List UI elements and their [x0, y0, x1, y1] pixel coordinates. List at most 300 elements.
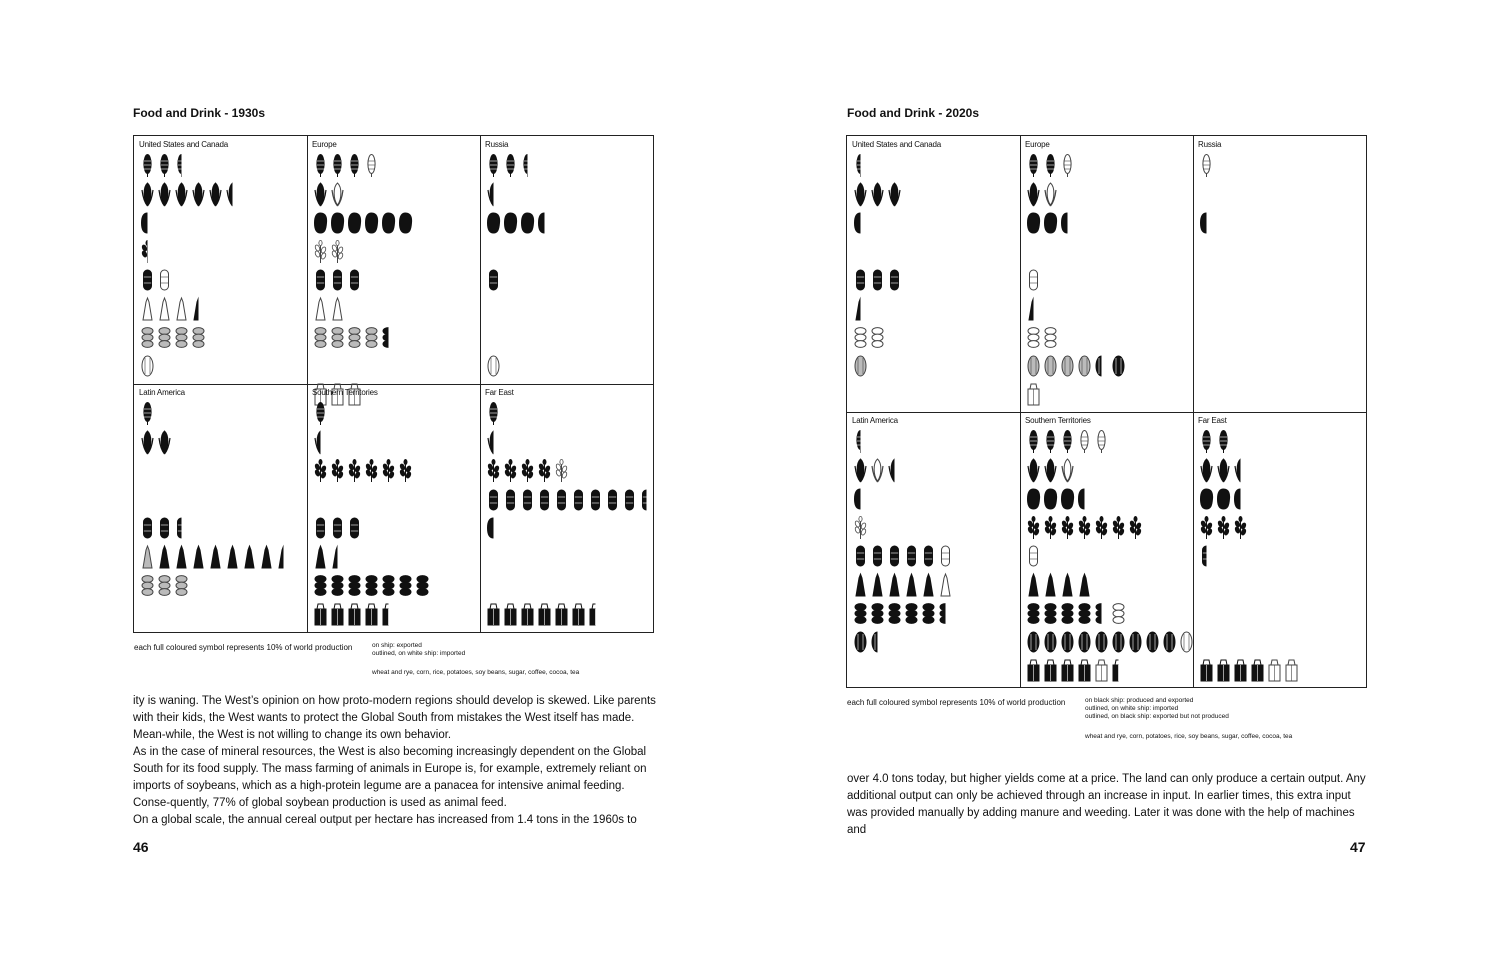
- corn-icon: [887, 181, 902, 207]
- pictogram-row-corn: [140, 429, 174, 455]
- pictogram-row-corn: [486, 181, 503, 207]
- coffee-icon: [157, 323, 172, 349]
- rice-icon: [1060, 514, 1075, 540]
- coffee-icon: [870, 323, 885, 349]
- tea-icon: [554, 600, 569, 626]
- coffee-icon: [140, 323, 155, 349]
- wheat-icon: [140, 400, 155, 426]
- corn-icon: [140, 429, 155, 455]
- pictogram-row-potato: [853, 209, 870, 235]
- cocoa-icon: [1179, 628, 1194, 654]
- coffee-icon: [330, 571, 345, 597]
- wheat-icon: [313, 400, 328, 426]
- cocoa-icon: [1026, 628, 1041, 654]
- coffee-icon: [921, 599, 936, 625]
- wheat-icon: [520, 152, 535, 178]
- pictogram-row-soy: [486, 266, 503, 292]
- potato-icon: [1199, 209, 1214, 235]
- soy-icon: [1026, 266, 1041, 292]
- pictogram-row-wheat: [486, 152, 537, 178]
- tea-icon: [1267, 656, 1282, 682]
- corn-icon: [1060, 457, 1075, 483]
- pictogram-row-soy: [1026, 266, 1043, 292]
- pictogram-row-tea: [1026, 380, 1043, 406]
- region-label: Far East: [1198, 416, 1227, 425]
- pictogram-row-corn: [853, 457, 904, 483]
- potato-icon: [347, 209, 362, 235]
- coffee-icon: [1094, 599, 1109, 625]
- coffee-icon: [870, 599, 885, 625]
- pictogram-row-soy: [853, 542, 955, 568]
- pictogram-row-wheat: [140, 152, 191, 178]
- tea-icon: [588, 600, 603, 626]
- rice-icon: [1026, 514, 1041, 540]
- sugar-icon: [140, 295, 155, 321]
- tea-icon: [364, 600, 379, 626]
- region-cell: [134, 384, 307, 632]
- soy-icon: [486, 266, 501, 292]
- coffee-icon: [347, 571, 362, 597]
- pictogram-row-rice: [313, 238, 347, 264]
- pictogram-row-soy: [140, 514, 191, 540]
- pictogram-row-corn: [1026, 181, 1060, 207]
- pictogram-row-wheat: [1199, 428, 1233, 454]
- region-cell: [134, 136, 307, 384]
- coffee-icon: [1060, 599, 1075, 625]
- pictogram-row-soy: [1199, 542, 1216, 568]
- right-body-text: [847, 771, 1367, 839]
- coffee-icon: [313, 571, 328, 597]
- wheat-icon: [140, 152, 155, 178]
- potato-icon: [1233, 485, 1248, 511]
- soy-icon: [330, 514, 345, 540]
- right-legend-crops: wheat and rye, corn, potatoes, rice, soy beans, sugar, coffee, cocoa, tea: [1085, 733, 1293, 740]
- sugar-icon: [1077, 571, 1092, 597]
- coffee-icon: [347, 323, 362, 349]
- soy-icon: [157, 266, 172, 292]
- coffee-icon: [381, 323, 396, 349]
- left-legend-ship: [372, 642, 465, 658]
- rice-icon: [1077, 514, 1092, 540]
- soy-icon: [588, 486, 603, 512]
- rice-icon: [1111, 514, 1126, 540]
- wheat-icon: [1216, 428, 1231, 454]
- paragraph: As in the case of mineral resources, the West is also becoming increasingly dependent on the Global South for its food supply. The mass farming of animals in Europe is, for example, extremely reliant on imports of soybeans, which as a high-protein legume are a panacea for intensive animal feeding. Conse-quently, 77% of global soybean production is used as animal feed.: [133, 746, 647, 809]
- soy-icon: [870, 266, 885, 292]
- region-cell: [480, 384, 653, 632]
- potato-icon: [381, 209, 396, 235]
- coffee-icon: [174, 571, 189, 597]
- pictogram-row-corn: [486, 429, 503, 455]
- tea-icon: [1094, 656, 1109, 682]
- region-cell: [1020, 136, 1193, 412]
- region-cell: [847, 412, 1020, 688]
- potato-icon: [537, 209, 552, 235]
- corn-icon: [330, 181, 345, 207]
- pictogram-row-sugar: [313, 543, 347, 569]
- region-label: Russia: [485, 140, 509, 149]
- soy-icon: [140, 266, 155, 292]
- soy-icon: [503, 486, 518, 512]
- right-pictogram-grid: [846, 135, 1367, 688]
- sugar-icon: [1026, 571, 1041, 597]
- region-label: Latin America: [852, 416, 898, 425]
- pictogram-row-coffee: [313, 323, 398, 349]
- sugar-icon: [313, 543, 328, 569]
- potato-icon: [520, 209, 535, 235]
- legend-ship-line: on black ship: produced and exported: [1085, 697, 1194, 704]
- soy-icon: [174, 514, 189, 540]
- cocoa-icon: [1094, 352, 1109, 378]
- region-cell: [847, 136, 1020, 412]
- pictogram-row-potato: [1199, 209, 1216, 235]
- soy-icon: [870, 542, 885, 568]
- sugar-icon: [330, 295, 345, 321]
- corn-icon: [140, 181, 155, 207]
- coffee-icon: [887, 599, 902, 625]
- pictogram-row-rice: [313, 457, 415, 483]
- rice-icon: [1199, 514, 1214, 540]
- rice-icon: [554, 457, 569, 483]
- pictogram-row-soy: [140, 266, 174, 292]
- soy-icon: [639, 486, 654, 512]
- corn-icon: [870, 181, 885, 207]
- wheat-icon: [853, 428, 868, 454]
- rice-icon: [330, 238, 345, 264]
- pictogram-row-rice: [1199, 514, 1250, 540]
- coffee-icon: [1077, 599, 1092, 625]
- right-legend-main: each full coloured symbol represents 10% of world production: [847, 698, 1066, 707]
- corn-icon: [1026, 181, 1041, 207]
- legend-ship-line: on ship: exported: [372, 642, 422, 649]
- pictogram-row-sugar: [853, 295, 870, 321]
- sugar-icon: [157, 543, 172, 569]
- legend-ship-line: outlined, on white ship: imported: [372, 650, 466, 657]
- rice-icon: [1233, 514, 1248, 540]
- pictogram-row-potato: [853, 485, 870, 511]
- wheat-icon: [1077, 428, 1092, 454]
- sugar-icon: [259, 543, 274, 569]
- cocoa-icon: [1043, 628, 1058, 654]
- pictogram-row-soy: [486, 486, 656, 512]
- wheat-icon: [330, 152, 345, 178]
- coffee-icon: [330, 323, 345, 349]
- pictogram-row-cocoa: [1026, 628, 1196, 654]
- sugar-icon: [1043, 571, 1058, 597]
- pictogram-row-cocoa: [853, 352, 870, 378]
- cocoa-icon: [1128, 628, 1143, 654]
- wheat-icon: [313, 152, 328, 178]
- rice-icon: [347, 457, 362, 483]
- rice-icon: [503, 457, 518, 483]
- wheat-icon: [1043, 428, 1058, 454]
- wheat-icon: [1060, 152, 1075, 178]
- tea-icon: [503, 600, 518, 626]
- left-body-text: [133, 693, 663, 829]
- wheat-icon: [1060, 428, 1075, 454]
- pictogram-row-potato: [1026, 485, 1094, 511]
- pictogram-row-wheat: [313, 400, 330, 426]
- rice-icon: [1216, 514, 1231, 540]
- pictogram-row-tea: [486, 600, 605, 626]
- soy-icon: [347, 514, 362, 540]
- sugar-icon: [853, 295, 868, 321]
- sugar-icon: [174, 295, 189, 321]
- tea-icon: [1111, 656, 1126, 682]
- cocoa-icon: [1043, 352, 1058, 378]
- pictogram-row-coffee: [313, 571, 432, 597]
- soy-icon: [330, 266, 345, 292]
- coffee-icon: [1026, 323, 1041, 349]
- pictogram-row-rice: [486, 457, 571, 483]
- coffee-icon: [904, 599, 919, 625]
- pictogram-row-cocoa: [486, 352, 503, 378]
- wheat-icon: [853, 152, 868, 178]
- corn-icon: [208, 181, 223, 207]
- sugar-icon: [157, 295, 172, 321]
- sugar-icon: [313, 295, 328, 321]
- cocoa-icon: [870, 628, 885, 654]
- region-cell: [480, 136, 653, 384]
- sugar-icon: [921, 571, 936, 597]
- pictogram-row-wheat: [853, 152, 870, 178]
- region-label: Southern Territories: [1025, 416, 1091, 425]
- pictogram-row-corn: [1199, 457, 1250, 483]
- soy-icon: [347, 266, 362, 292]
- potato-icon: [486, 514, 501, 540]
- cocoa-icon: [140, 352, 155, 378]
- tea-icon: [347, 600, 362, 626]
- corn-icon: [486, 181, 501, 207]
- sugar-icon: [174, 543, 189, 569]
- potato-icon: [1043, 485, 1058, 511]
- cocoa-icon: [1111, 352, 1126, 378]
- coffee-icon: [174, 323, 189, 349]
- sugar-icon: [225, 543, 240, 569]
- pictogram-row-coffee: [1026, 599, 1128, 625]
- potato-icon: [1199, 485, 1214, 511]
- cocoa-icon: [1111, 628, 1126, 654]
- rice-icon: [313, 457, 328, 483]
- corn-icon: [313, 181, 328, 207]
- cocoa-icon: [853, 352, 868, 378]
- legend-ship-line: outlined, on white ship: imported: [1085, 705, 1179, 712]
- pictogram-row-corn: [313, 429, 330, 455]
- pictogram-row-soy: [313, 266, 364, 292]
- pictogram-row-soy: [313, 514, 364, 540]
- pictogram-row-soy: [853, 266, 904, 292]
- left-page-title: Food and Drink - 1930s: [133, 106, 266, 120]
- wheat-icon: [1026, 428, 1041, 454]
- soy-icon: [313, 266, 328, 292]
- sugar-icon: [191, 295, 206, 321]
- pictogram-row-soy: [1026, 542, 1043, 568]
- soy-icon: [157, 514, 172, 540]
- corn-icon: [191, 181, 206, 207]
- potato-icon: [364, 209, 379, 235]
- soy-icon: [622, 486, 637, 512]
- cocoa-icon: [1060, 628, 1075, 654]
- potato-icon: [853, 485, 868, 511]
- pictogram-row-potato: [486, 209, 554, 235]
- coffee-icon: [853, 323, 868, 349]
- pictogram-row-cocoa: [140, 352, 157, 378]
- cocoa-icon: [853, 628, 868, 654]
- wheat-icon: [157, 152, 172, 178]
- tea-icon: [1060, 656, 1075, 682]
- corn-icon: [887, 457, 902, 483]
- soy-icon: [921, 542, 936, 568]
- region-cell: [1193, 412, 1366, 688]
- corn-icon: [1026, 457, 1041, 483]
- tea-icon: [1216, 656, 1231, 682]
- rice-icon: [398, 457, 413, 483]
- tea-icon: [520, 600, 535, 626]
- corn-icon: [1043, 181, 1058, 207]
- soy-icon: [520, 486, 535, 512]
- pictogram-row-potato: [486, 514, 503, 540]
- pictogram-row-corn: [1026, 457, 1077, 483]
- sugar-icon: [242, 543, 257, 569]
- rice-icon: [486, 457, 501, 483]
- wheat-icon: [486, 152, 501, 178]
- soy-icon: [887, 542, 902, 568]
- rice-icon: [537, 457, 552, 483]
- region-cell: [1193, 136, 1366, 412]
- region-label: Southern Territories: [312, 388, 378, 397]
- sugar-icon: [938, 571, 953, 597]
- sugar-icon: [191, 543, 206, 569]
- corn-icon: [1216, 457, 1231, 483]
- cocoa-icon: [1060, 352, 1075, 378]
- soy-icon: [853, 542, 868, 568]
- pictogram-row-wheat: [486, 400, 503, 426]
- rice-icon: [853, 514, 868, 540]
- pictogram-row-coffee: [853, 323, 887, 349]
- potato-icon: [330, 209, 345, 235]
- corn-icon: [853, 457, 868, 483]
- potato-icon: [486, 209, 501, 235]
- potato-icon: [1026, 209, 1041, 235]
- pictogram-row-coffee: [1026, 323, 1060, 349]
- sugar-icon: [208, 543, 223, 569]
- pictogram-row-corn: [853, 181, 904, 207]
- soy-icon: [853, 266, 868, 292]
- potato-icon: [1043, 209, 1058, 235]
- pictogram-row-coffee: [853, 599, 955, 625]
- coffee-icon: [313, 323, 328, 349]
- tea-icon: [313, 600, 328, 626]
- pictogram-row-tea: [313, 600, 398, 626]
- region-label: Europe: [1025, 140, 1050, 149]
- tea-icon: [571, 600, 586, 626]
- coffee-icon: [1043, 323, 1058, 349]
- potato-icon: [1026, 485, 1041, 511]
- sugar-icon: [140, 543, 155, 569]
- pictogram-row-wheat: [1199, 152, 1216, 178]
- cocoa-icon: [1162, 628, 1177, 654]
- tea-icon: [1077, 656, 1092, 682]
- potato-icon: [1077, 485, 1092, 511]
- coffee-icon: [1111, 599, 1126, 625]
- region-cell: [307, 384, 480, 632]
- wheat-icon: [1094, 428, 1109, 454]
- wheat-icon: [503, 152, 518, 178]
- cocoa-icon: [1094, 628, 1109, 654]
- cocoa-icon: [1026, 352, 1041, 378]
- rice-icon: [313, 238, 328, 264]
- wheat-icon: [174, 152, 189, 178]
- coffee-icon: [191, 323, 206, 349]
- tea-icon: [1250, 656, 1265, 682]
- pictogram-row-sugar: [313, 295, 347, 321]
- potato-icon: [313, 209, 328, 235]
- sugar-icon: [870, 571, 885, 597]
- coffee-icon: [364, 571, 379, 597]
- rice-icon: [520, 457, 535, 483]
- soy-icon: [887, 266, 902, 292]
- right-legend-ship: [1085, 697, 1229, 721]
- corn-icon: [225, 181, 240, 207]
- wheat-icon: [347, 152, 362, 178]
- pictogram-row-rice: [140, 238, 157, 264]
- left-legend-crops: wheat and rye, corn, rice, potatoes, soy beans, sugar, coffee, cocoa, tea: [372, 669, 580, 676]
- tea-icon: [1026, 380, 1041, 406]
- tea-icon: [1043, 656, 1058, 682]
- tea-icon: [1026, 656, 1041, 682]
- pictogram-row-wheat: [140, 400, 157, 426]
- pictogram-row-corn: [140, 181, 242, 207]
- left-page-number: 46: [133, 839, 149, 855]
- sugar-icon: [330, 543, 345, 569]
- coffee-icon: [364, 323, 379, 349]
- rice-icon: [330, 457, 345, 483]
- paragraph: On a global scale, the annual cereal output per hectare has increased from 1.4 tons in the 1960s to: [133, 814, 637, 826]
- pictogram-row-potato: [313, 209, 415, 235]
- corn-icon: [1043, 457, 1058, 483]
- corn-icon: [1199, 457, 1214, 483]
- pictogram-row-sugar: [140, 295, 208, 321]
- rice-icon: [140, 238, 155, 264]
- pictogram-row-coffee: [140, 571, 191, 597]
- soy-icon: [537, 486, 552, 512]
- paragraph: over 4.0 tons today, but higher yields come at a price. The land can only produce a certain output. Any additional output can only be achieved through an increase in input. In earlier times, this extra input was provided manually by adding manure and weeding. Later it was done with the help of machines and: [847, 773, 1366, 836]
- region-label: Russia: [1198, 140, 1222, 149]
- coffee-icon: [140, 571, 155, 597]
- pictogram-row-coffee: [140, 323, 208, 349]
- right-page-title: Food and Drink - 2020s: [847, 106, 980, 120]
- potato-icon: [1060, 209, 1075, 235]
- wheat-icon: [1026, 152, 1041, 178]
- potato-icon: [1060, 485, 1075, 511]
- corn-icon: [1233, 457, 1248, 483]
- tea-icon: [381, 600, 396, 626]
- tea-icon: [1199, 656, 1214, 682]
- pictogram-row-rice: [1026, 514, 1145, 540]
- right-page-number: 47: [1350, 839, 1366, 855]
- region-label: Europe: [312, 140, 337, 149]
- region-label: United States and Canada: [852, 140, 942, 149]
- pictogram-row-tea: [1026, 656, 1128, 682]
- soy-icon: [571, 486, 586, 512]
- soy-icon: [605, 486, 620, 512]
- potato-icon: [1216, 485, 1231, 511]
- tea-icon: [1284, 656, 1299, 682]
- pictogram-row-potato: [140, 209, 157, 235]
- wheat-icon: [1199, 152, 1214, 178]
- pictogram-row-cocoa: [853, 628, 887, 654]
- pictogram-row-sugar: [1026, 295, 1043, 321]
